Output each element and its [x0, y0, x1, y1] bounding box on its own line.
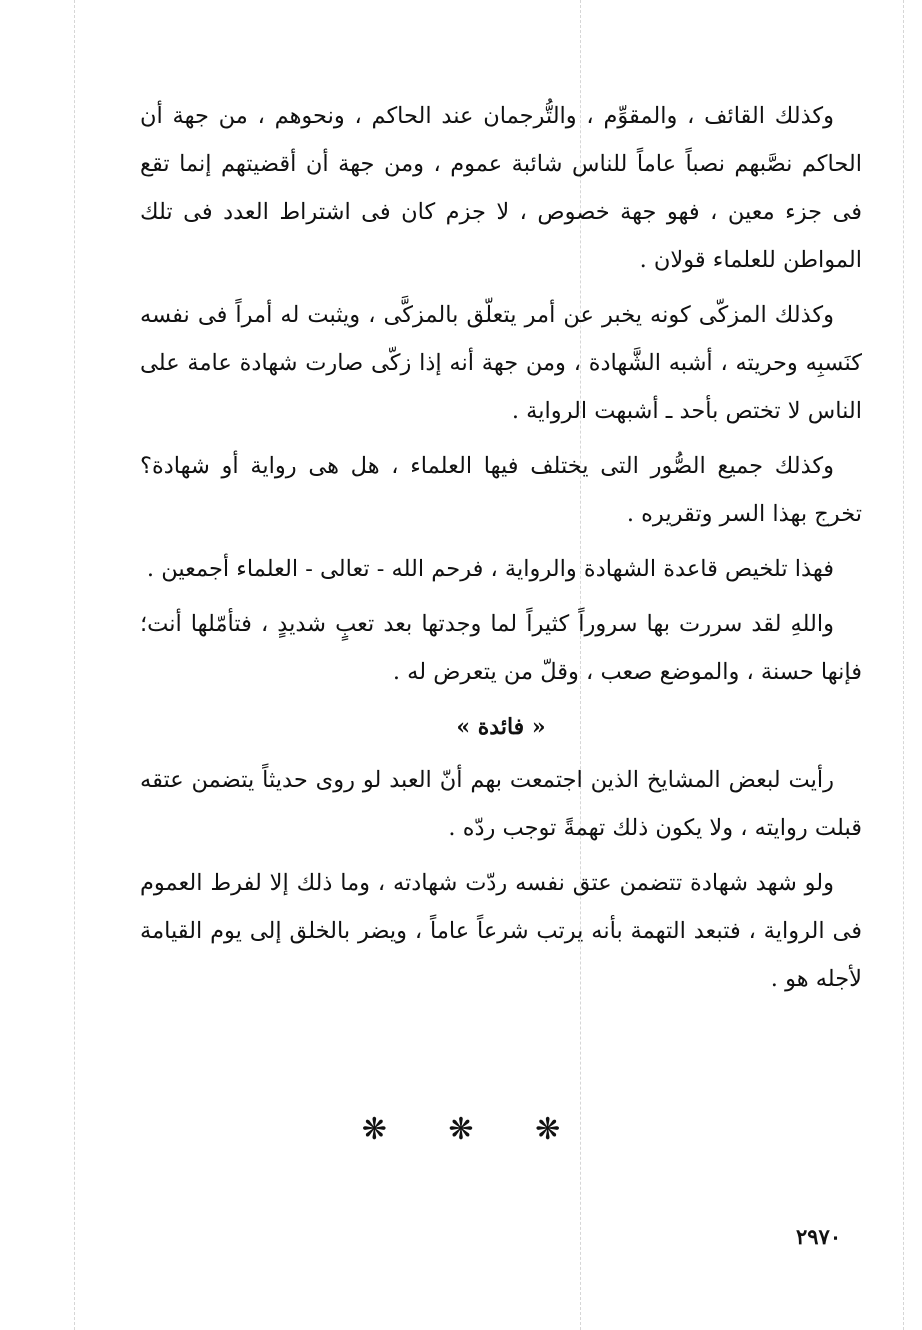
ornament-divider: ❋ ❋ ❋ [361, 1112, 587, 1147]
section-heading: « فائدة » [456, 714, 546, 740]
paragraph: رأيت لبعض المشايخ الذين اجتمعت بهم أنّ العبد لو روى حديثاً يتضمن عتقه قبلت روايته ، ولا يكون ذلك تهمةً توجب ردّه . [140, 767, 862, 841]
paragraph: وكذلك القائف ، والمقوِّم ، والتُّرجمان عند الحاكم ، ونحوهم ، من جهة أن الحاكم نصَّبهم نصباً عاماً للناس شائبة عموم ، ومن جهة أن أقضيتهم إنما تقع فى جزء معين ، فهو جهة خصوص ، لا جزم كان فى اشتراط العدد فى تلك المواطن للعلماء قولان . [140, 103, 862, 273]
paragraph: ولو شهد شهادة تتضمن عتق نفسه ردّت شهادته ، وما ذلك إلا لفرط العموم فى الرواية ، فتبعد التهمة بأنه يرتب شرعاً عاماً ، ويضر بالخلق إلى يوم القيامة لأجله هو . [140, 870, 862, 992]
paragraph: فهذا تلخيص قاعدة الشهادة والرواية ، فرحم الله - تعالى - العلماء أجمعين . [146, 556, 834, 582]
page-body [140, 92, 862, 1010]
paragraph: وكذلك المزكّى كونه يخبر عن أمر يتعلّق بالمزكَّى ، ويثبت له أمراً فى نفسه كنَسبِه وحريته ، أشبه الشَّهادة ، ومن جهة أنه إذا زكّى صارت شهادة عامة على الناس لا تختص بأحد ـ أشبهت الرواية . [140, 302, 862, 424]
paragraph: وكذلك جميع الصُّور التى يختلف فيها العلماء ، هل هى رواية أو شهادة؟ تخرج بهذا السر وتقريره . [140, 453, 862, 527]
page-number: ٢٩٧٠ [796, 1224, 842, 1249]
paragraph: واللهِ لقد سررت بها سروراً كثيراً لما وجدتها بعد تعبٍ شديدٍ ، فتأمّلها أنت؛ فإنها حسنة ، والموضع صعب ، وقلّ من يتعرض له . [140, 611, 862, 685]
